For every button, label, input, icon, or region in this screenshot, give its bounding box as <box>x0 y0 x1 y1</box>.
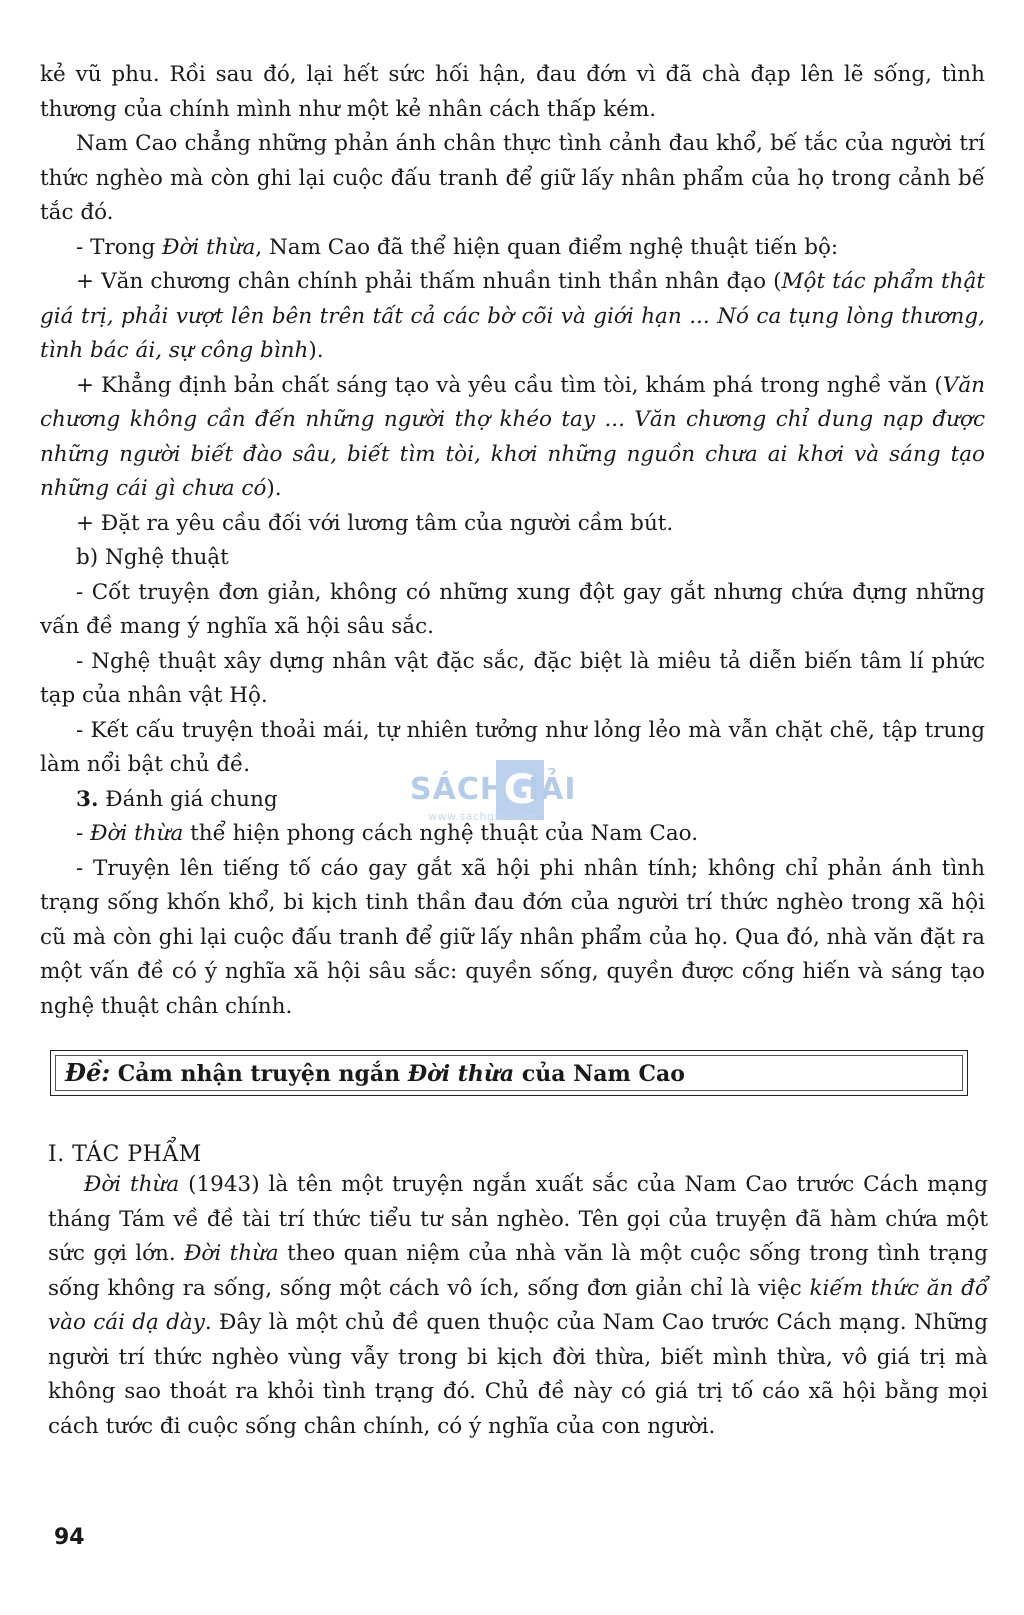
work-title: Đời thừa <box>162 234 256 260</box>
work-title: Đời thừa <box>90 821 184 846</box>
paragraph: Đời thừa (1943) là tên một truyện ngắn xuất sắc của Nam Cao trước Cách mạng tháng Tám về đề tài trí thức tiểu tư sản nghèo. Tên gọi của truyện đã hàm chứa một sức gợi lớn. Đời thừa theo quan niệm của nhà văn là một cuộc sống trong tình trạng sống không ra sống, sống một cách vô ích, sống đơn giản chỉ là việc kiếm thức ăn đổ vào cái dạ dày. Đây là một chủ đề quen thuộc của Nam Cao trước Cách mạng. Những người trí thức nghèo vùng vẫy trong bi kịch đời thừa, biết mình thừa, vô giá trị mà không sao thoát ra khỏi tình trạng đó. Chủ đề này có giá trị tố cáo xã hội bằng mọi cách tước đi cuộc sống chân chính, có ý nghĩa của con người. <box>48 1172 989 1439</box>
subsection-heading: b) Nghệ thuật <box>76 545 229 570</box>
work-title: Đời thừa <box>84 1172 180 1197</box>
sachgiai-watermark: SÁCH G IẢI www.sachgiai.com <box>410 758 610 828</box>
paragraph: - Nghệ thuật xây dựng nhân vật đặc sắc, đặc biệt là miêu tả diễn biến tâm lí phức tạp của nhân vật Hộ. <box>40 648 985 708</box>
essay-topic-box <box>50 1050 968 1096</box>
page-number: 94 <box>54 1525 85 1550</box>
paragraph: - Trong Đời thừa, Nam Cao đã thể hiện quan điểm nghệ thuật tiến bộ: <box>76 234 839 260</box>
subsection-heading: 3. Đánh giá chung <box>76 786 278 812</box>
quote: kiếm thức ăn đổ vào cái dạ dày <box>48 1275 989 1335</box>
quote: Một tác phẩm thật giá trị, phải vượt lên bên trên tất cả các bờ cõi và giới hạn ... Nó ca tụng lòng thương, tình bác ái, sự công bình <box>40 269 985 363</box>
paragraph: - Cốt truyện đơn giản, không có những xung đột gay gắt nhưng chứa đựng những vấn đề mang ý nghĩa xã hội sâu sắc. <box>40 579 985 639</box>
paragraph: + Đặt ra yêu cầu đối với lương tâm của người cầm bút. <box>76 510 674 536</box>
paragraph: - Truyện lên tiếng tố cáo gay gắt xã hội phi nhân tính; không chỉ phản ánh tình trạng sống khốn khổ, bi kịch tinh thần đau đớn của người trí thức nghèo trong xã hội cũ mà còn ghi lại cuộc đấu tranh để giữ lấy nhân phẩm của họ. Qua đó, nhà văn đặt ra một vấn đề có ý nghĩa xã hội sâu sắc: quyền sống, quyền được cống hiến và sáng tạo nghệ thuật chân chính. <box>40 855 985 1019</box>
paragraph: + Khẳng định bản chất sáng tạo và yêu cầu tìm tòi, khám phá trong nghề văn (Văn chương không cần đến những người thợ khéo tay ... Văn chương chỉ dung nạp được những người biết đào sâu, biết tìm tòi, khơi những nguồn chưa ai khơi và sáng tạo những cái gì chưa có). <box>40 372 985 501</box>
section-title: I. TÁC PHẨM <box>48 1142 202 1167</box>
body-text-part-1 <box>40 58 985 1024</box>
paragraph: - Kết cấu truyện thoải mái, tự nhiên tưởng như lỏng lẻo mà vẫn chặt chẽ, tập trung làm nổi bật chủ đề. <box>40 717 985 777</box>
work-title: Đời thừa <box>184 1241 279 1266</box>
work-title: Đời thừa <box>407 1061 515 1087</box>
quote: Văn chương không cần đến những người thợ khéo tay ... Văn chương chỉ dung nạp được những người biết đào sâu, biết tìm tòi, khơi những nguồn chưa ai khơi và sáng tạo những cái gì chưa có <box>40 372 985 501</box>
essay-topic-heading: Đề: Cảm nhận truyện ngắn Đời thừa của Nam Cao <box>65 1058 685 1087</box>
paragraph: Nam Cao chẳng những phản ánh chân thực tình cảnh đau khổ, bế tắc của người trí thức nghèo mà còn ghi lại cuộc đấu tranh để giữ lấy nhân phẩm của họ trong cảnh bế tắc đó. <box>40 131 985 225</box>
paragraph: kẻ vũ phu. Rồi sau đó, lại hết sức hối hận, đau đớn vì đã chà đạp lên lẽ sống, tình thương của chính mình như một kẻ nhân cách thấp kém. <box>40 62 985 122</box>
paragraph: + Văn chương chân chính phải thấm nhuần tinh thần nhân đạo (Một tác phẩm thật giá trị, phải vượt lên bên trên tất cả các bờ cõi và giới hạn ... Nó ca tụng lòng thương, tình bác ái, sự công bình). <box>40 269 985 363</box>
paragraph: - Đời thừa thể hiện phong cách nghệ thuật của Nam Cao. <box>76 821 699 846</box>
body-text-part-2 <box>48 1168 988 1444</box>
watermark-logo-icon: G <box>496 760 544 820</box>
